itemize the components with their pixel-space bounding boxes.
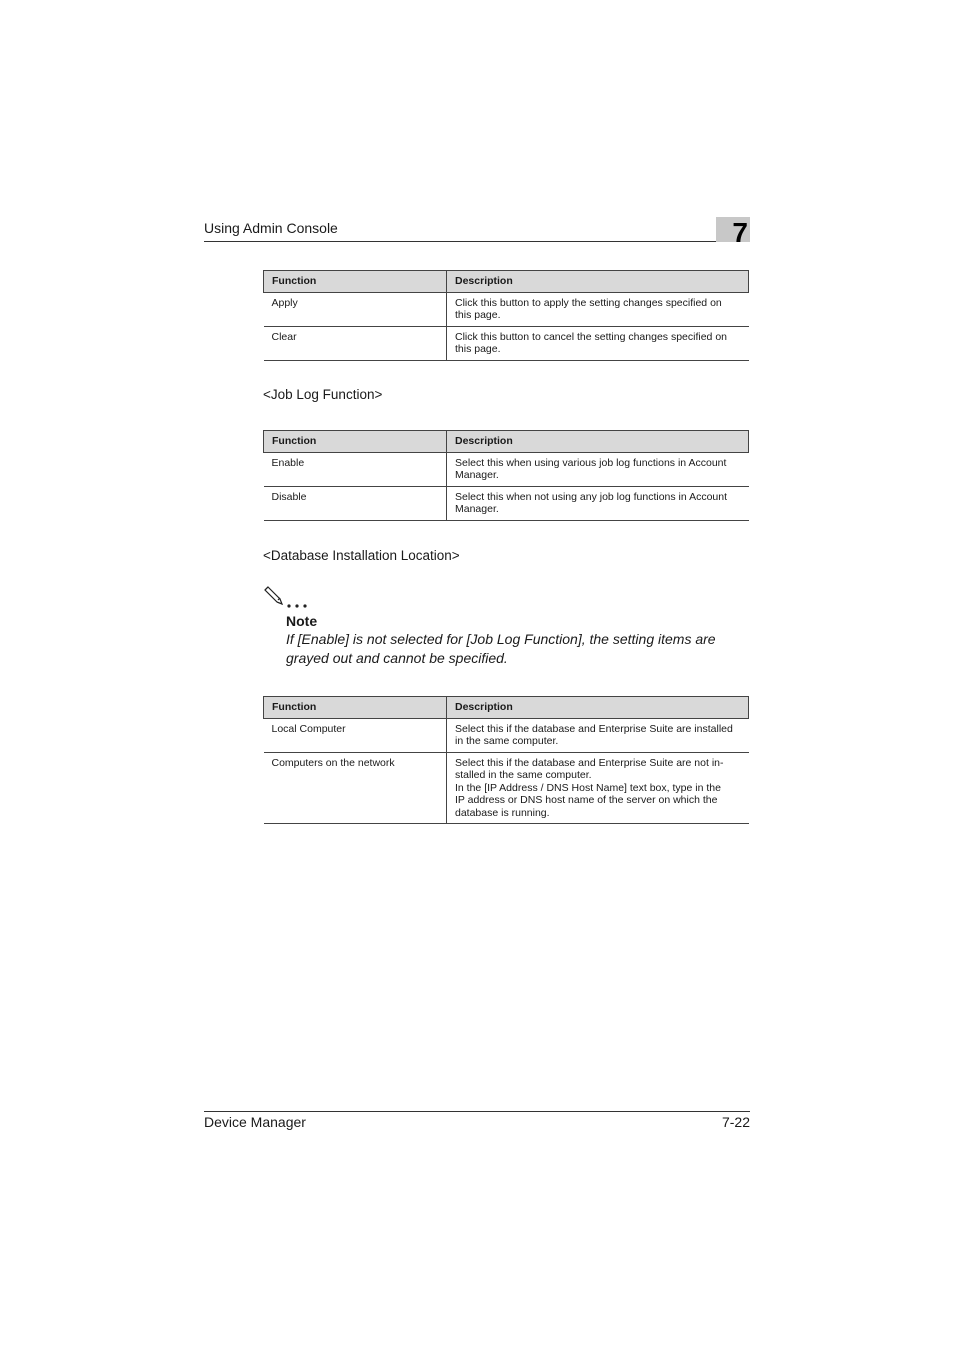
- description-cell: [447, 486, 749, 520]
- header-divider: [204, 241, 750, 242]
- note-label: Note: [286, 613, 318, 629]
- description-line: stalled in the same computer.: [455, 769, 592, 781]
- note-text-line: If [Enable] is not selected for [Job Log Function], the setting items are: [286, 631, 716, 647]
- description-line: this page.: [455, 343, 501, 355]
- footer-divider: [204, 1111, 750, 1112]
- page-number: 7-22: [721, 1114, 750, 1130]
- table-row: [264, 452, 749, 486]
- chapter-badge: [716, 217, 750, 248]
- function-cell: Apply: [264, 292, 447, 326]
- column-header-description: Description: [447, 431, 749, 453]
- table-row: [264, 486, 749, 520]
- column-header-function: Function: [264, 697, 447, 719]
- function-cell: Computers on the network: [264, 752, 447, 824]
- function-cell: Local Computer: [264, 718, 447, 752]
- description-line: Click this button to cancel the setting changes specified on: [455, 330, 727, 343]
- column-header-function: Function: [264, 431, 447, 453]
- column-header-description: Description: [447, 271, 749, 293]
- table-header-row: [264, 431, 749, 453]
- section-heading-db-location: <Database Installation Location>: [263, 548, 460, 563]
- description-cell: [447, 326, 749, 360]
- description-line: Select this when not using any job log functions in Account: [455, 490, 728, 503]
- footer-title: Device Manager: [204, 1114, 306, 1130]
- chapter-number: 7: [732, 217, 748, 248]
- description-line: database is running.: [455, 806, 550, 819]
- note-text: [286, 630, 756, 667]
- description-line: in the same computer.: [455, 735, 559, 747]
- description-line: Manager.: [455, 469, 499, 481]
- table-row: [264, 292, 749, 326]
- note-text-line: grayed out and cannot be specified.: [286, 649, 508, 666]
- function-cell: Clear: [264, 326, 447, 360]
- section-heading-job-log: <Job Log Function>: [263, 387, 383, 402]
- table-header-row: [264, 271, 749, 293]
- table-row: [264, 752, 749, 824]
- description-line: Select this if the database and Enterprise Suite are not in-: [455, 756, 724, 769]
- description-line: In the [IP Address / DNS Host Name] text box, type in the: [455, 781, 721, 794]
- description-line: IP address or DNS host name of the server on which the: [455, 794, 718, 806]
- description-line: this page.: [455, 309, 501, 321]
- function-table-job-log: [263, 430, 749, 521]
- table-row: [264, 326, 749, 360]
- description-cell: [447, 292, 749, 326]
- header-title: Using Admin Console: [204, 220, 338, 236]
- function-cell: Disable: [264, 486, 447, 520]
- table-header-row: [264, 697, 749, 719]
- description-cell: [447, 718, 749, 752]
- description-line: Select this when using various job log functions in Account: [455, 456, 727, 469]
- function-table-buttons: [263, 270, 749, 361]
- function-table-db-location: [263, 696, 749, 824]
- pencil-note-icon: [264, 584, 312, 610]
- function-cell: Enable: [264, 452, 447, 486]
- description-cell: [447, 452, 749, 486]
- description-line: Manager.: [455, 503, 499, 515]
- table-row: [264, 718, 749, 752]
- description-cell: [447, 752, 749, 824]
- column-header-function: Function: [264, 271, 447, 293]
- description-line: Select this if the database and Enterprise Suite are installed: [455, 722, 733, 735]
- description-line: Click this button to apply the setting changes specified on: [455, 296, 722, 309]
- column-header-description: Description: [447, 697, 749, 719]
